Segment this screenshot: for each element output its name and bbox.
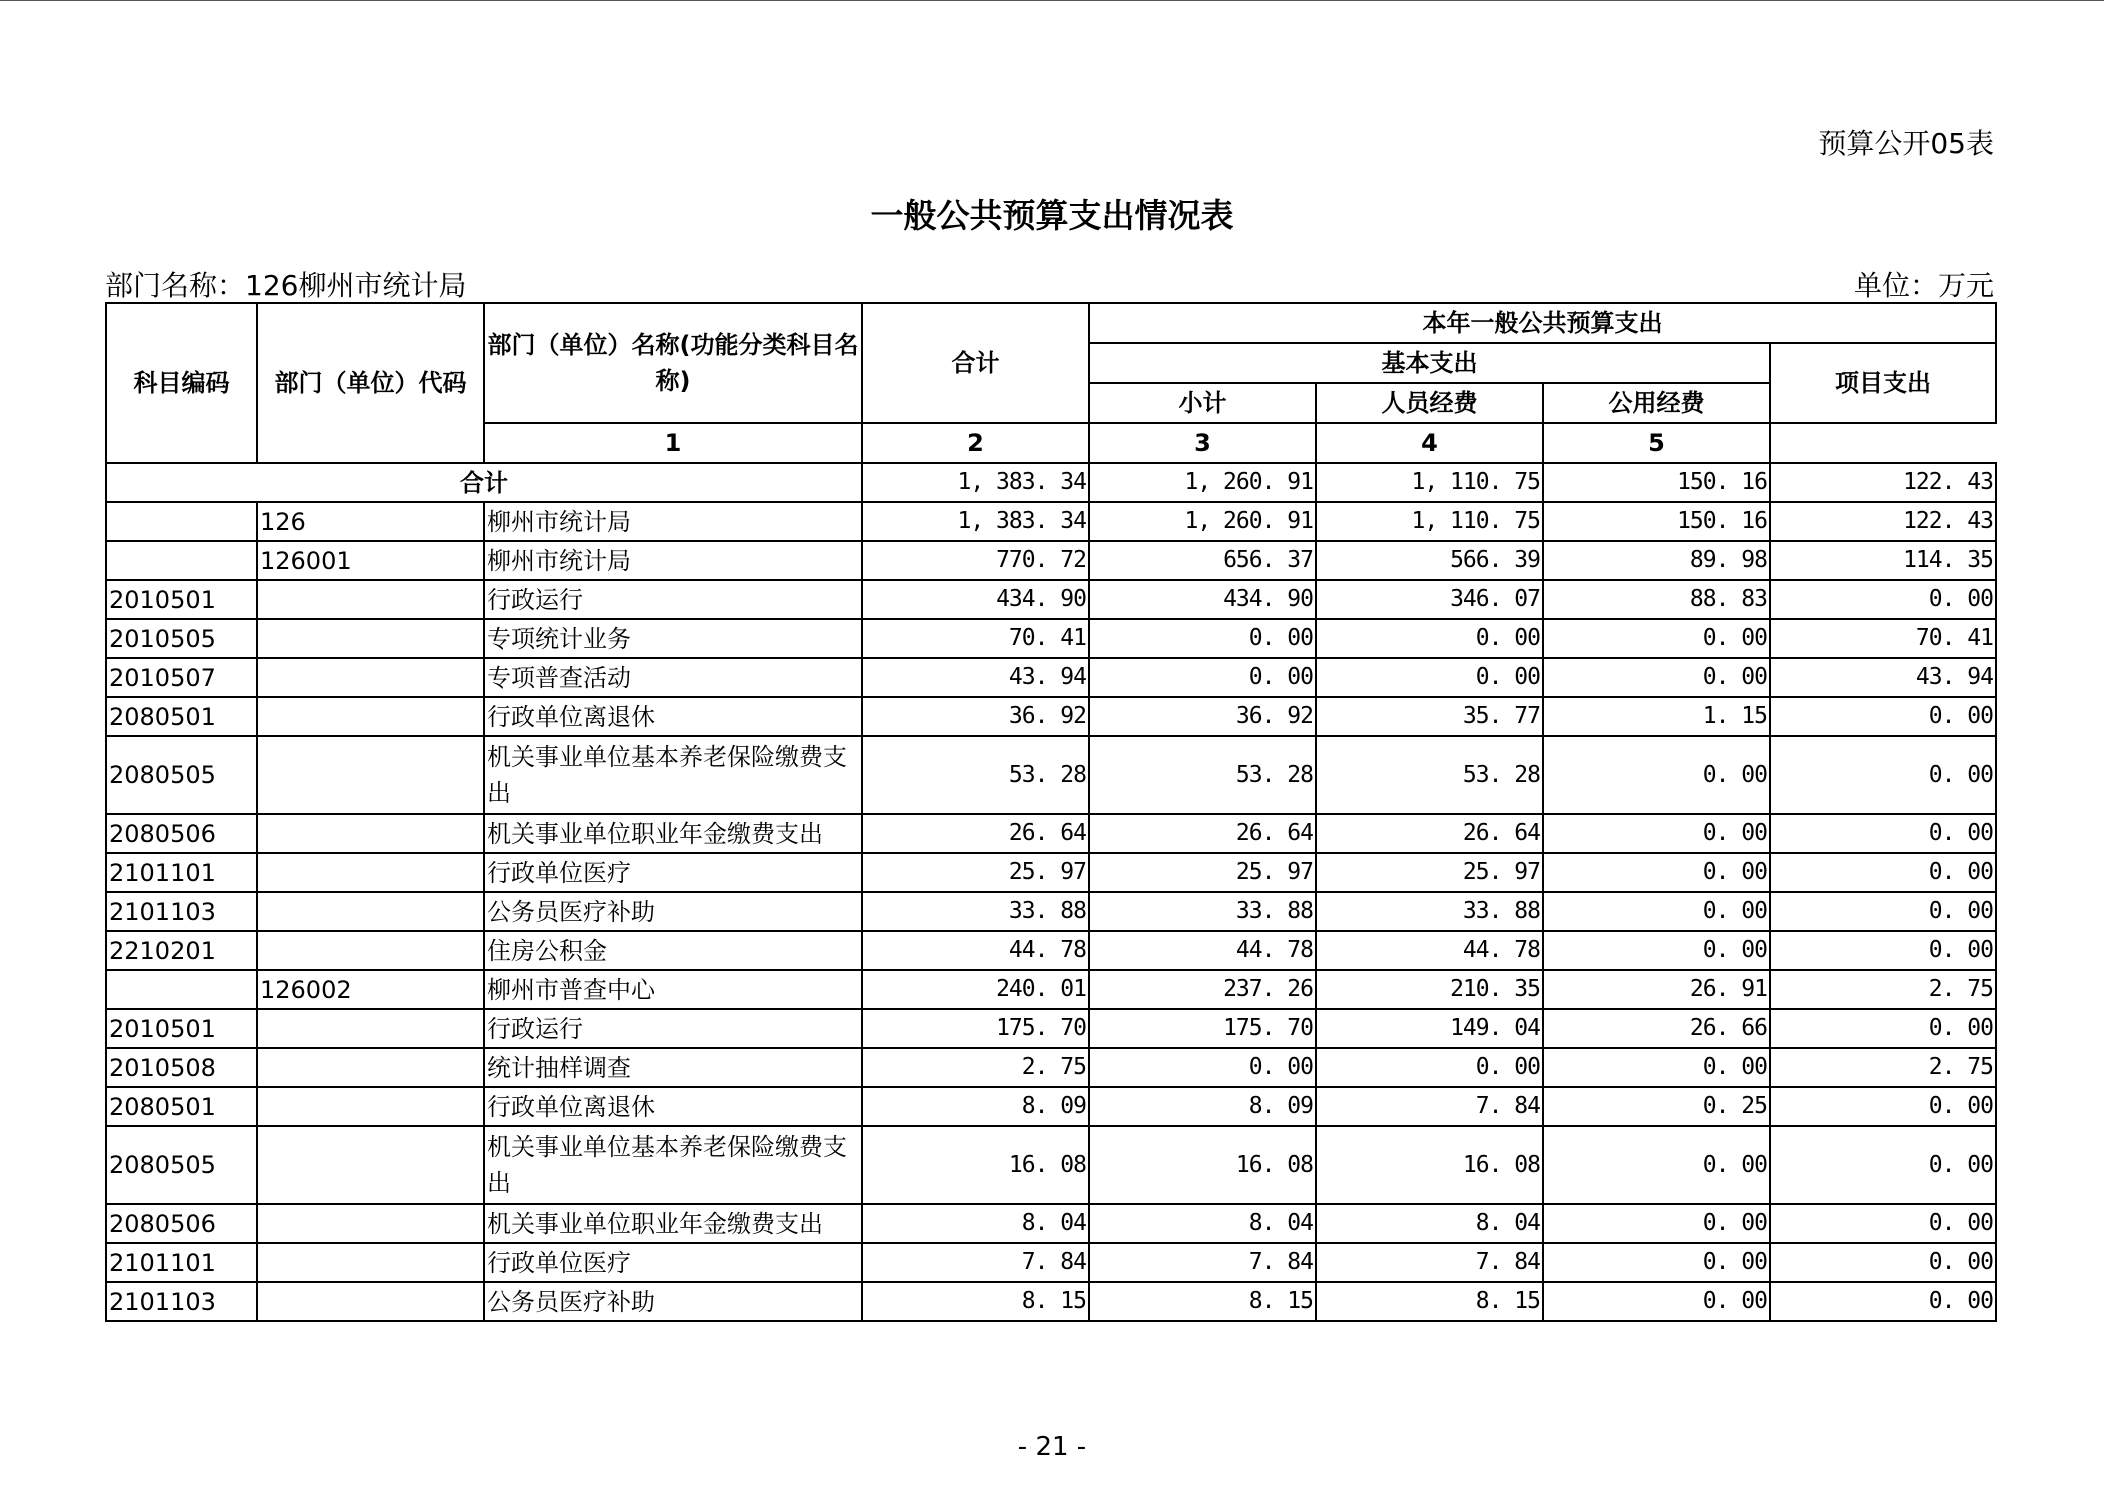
total-value-1: 1, 383. 34 [862,463,1089,502]
value-cell: 7. 84 [862,1243,1089,1282]
value-cell: 656. 37 [1089,541,1316,580]
value-cell: 240. 01 [862,970,1089,1009]
value-cell: 43. 94 [862,658,1089,697]
value-cell: 0. 00 [1543,619,1770,658]
dept-name-cell: 行政单位离退休 [484,697,862,736]
header-col-3: 3 [1089,423,1316,463]
value-cell: 1, 110. 75 [1316,502,1543,541]
total-value-5: 122. 43 [1770,463,1996,502]
total-row-label: 合计 [106,463,862,502]
dept-code-cell [257,1282,484,1321]
table-row [106,1087,1996,1126]
value-cell: 0. 00 [1770,853,1996,892]
value-cell: 53. 28 [1089,736,1316,814]
header-project: 项目支出 [1770,343,1996,423]
dept-name-cell: 机关事业单位基本养老保险缴费支出 [484,1126,862,1204]
value-cell: 44. 78 [862,931,1089,970]
value-cell: 237. 26 [1089,970,1316,1009]
value-cell: 114. 35 [1770,541,1996,580]
table-row [106,1243,1996,1282]
header-subject-code: 科目编码 [106,303,257,463]
table-row [106,580,1996,619]
subject-code-cell: 2010505 [106,619,257,658]
value-cell: 2. 75 [862,1048,1089,1087]
subject-code-cell [106,541,257,580]
value-cell: 8. 15 [1089,1282,1316,1321]
subject-code-cell: 2010507 [106,658,257,697]
table-row [106,658,1996,697]
dept-name-cell: 机关事业单位职业年金缴费支出 [484,814,862,853]
subject-code-cell: 2010508 [106,1048,257,1087]
value-cell: 43. 94 [1770,658,1996,697]
dept-code-cell [257,1243,484,1282]
value-cell: 8. 09 [862,1087,1089,1126]
value-cell: 0. 00 [1770,814,1996,853]
subject-code-cell: 2010501 [106,1009,257,1048]
value-cell: 175. 70 [862,1009,1089,1048]
value-cell: 36. 92 [862,697,1089,736]
budget-table [105,302,1997,1322]
value-cell: 0. 00 [1316,658,1543,697]
value-cell: 44. 78 [1089,931,1316,970]
value-cell: 8. 04 [1316,1204,1543,1243]
subject-code-cell: 2101103 [106,892,257,931]
dept-name-cell: 柳州市普查中心 [484,970,862,1009]
page-title: 一般公共预算支出情况表 [870,196,1234,235]
value-cell: 0. 00 [1543,658,1770,697]
header-total: 合计 [862,303,1089,423]
value-cell: 346. 07 [1316,580,1543,619]
value-cell: 1. 15 [1543,697,1770,736]
subject-code-cell: 2101101 [106,853,257,892]
dept-code-cell [257,1048,484,1087]
dept-code-cell: 126002 [257,970,484,1009]
dept-code-cell: 126 [257,502,484,541]
subject-code-cell: 2080506 [106,814,257,853]
dept-code-cell: 126001 [257,541,484,580]
value-cell: 33. 88 [1089,892,1316,931]
value-cell: 210. 35 [1316,970,1543,1009]
subject-code-cell [106,502,257,541]
table-row [106,814,1996,853]
header-basic: 基本支出 [1089,343,1770,383]
value-cell: 175. 70 [1089,1009,1316,1048]
value-cell: 0. 00 [1770,1243,1996,1282]
header-col-2: 2 [862,423,1089,463]
subject-code-cell: 2080501 [106,1087,257,1126]
value-cell: 434. 90 [1089,580,1316,619]
value-cell: 566. 39 [1316,541,1543,580]
dept-code-cell [257,1126,484,1204]
value-cell: 0. 00 [1543,853,1770,892]
dept-name-cell: 行政单位医疗 [484,853,862,892]
dept-code-cell [257,853,484,892]
value-cell: 2. 75 [1770,1048,1996,1087]
table-row [106,736,1996,814]
document-number: 预算公开05表 [1818,127,1994,160]
total-value-3: 1, 110. 75 [1316,463,1543,502]
value-cell: 89. 98 [1543,541,1770,580]
header-dept-code: 部门（单位）代码 [257,303,484,463]
dept-name-cell: 住房公积金 [484,931,862,970]
value-cell: 0. 00 [1770,1087,1996,1126]
dept-name-cell: 专项普查活动 [484,658,862,697]
dept-name-cell: 公务员医疗补助 [484,892,862,931]
table-row [106,502,1996,541]
subject-code-cell: 2101101 [106,1243,257,1282]
table-row [106,619,1996,658]
dept-code-cell [257,892,484,931]
table-row [106,853,1996,892]
table-row [106,1009,1996,1048]
value-cell: 70. 41 [1770,619,1996,658]
table-row [106,697,1996,736]
value-cell: 770. 72 [862,541,1089,580]
value-cell: 0. 00 [1770,580,1996,619]
value-cell: 0. 00 [1770,892,1996,931]
dept-code-cell [257,1087,484,1126]
value-cell: 26. 91 [1543,970,1770,1009]
table-row [106,1204,1996,1243]
value-cell: 35. 77 [1316,697,1543,736]
value-cell: 0. 00 [1543,931,1770,970]
value-cell: 0. 00 [1316,1048,1543,1087]
value-cell: 8. 15 [1316,1282,1543,1321]
value-cell: 0. 00 [1770,931,1996,970]
header-col-4: 4 [1316,423,1543,463]
subject-code-cell [106,970,257,1009]
value-cell: 33. 88 [1316,892,1543,931]
department-label: 部门名称：126柳州市统计局 [105,269,467,302]
value-cell: 0. 00 [1543,1243,1770,1282]
value-cell: 149. 04 [1316,1009,1543,1048]
dept-code-cell [257,814,484,853]
value-cell: 150. 16 [1543,502,1770,541]
value-cell: 0. 00 [1770,1009,1996,1048]
value-cell: 8. 09 [1089,1087,1316,1126]
value-cell: 0. 00 [1543,1204,1770,1243]
value-cell: 26. 64 [1089,814,1316,853]
value-cell: 122. 43 [1770,502,1996,541]
value-cell: 0. 00 [1770,1282,1996,1321]
table-row [106,541,1996,580]
dept-code-cell [257,1204,484,1243]
value-cell: 26. 64 [1316,814,1543,853]
value-cell: 0. 00 [1543,1048,1770,1087]
table-row [106,1048,1996,1087]
value-cell: 16. 08 [1316,1126,1543,1204]
value-cell: 0. 00 [1770,1204,1996,1243]
value-cell: 0. 00 [1543,1282,1770,1321]
subject-code-cell: 2080506 [106,1204,257,1243]
value-cell: 0. 00 [1089,619,1316,658]
dept-code-cell [257,697,484,736]
dept-name-cell: 行政运行 [484,580,862,619]
value-cell: 0. 00 [1089,1048,1316,1087]
dept-name-cell: 公务员医疗补助 [484,1282,862,1321]
value-cell: 0. 00 [1543,892,1770,931]
value-cell: 8. 04 [862,1204,1089,1243]
header-col-1: 1 [484,423,862,463]
total-value-2: 1, 260. 91 [1089,463,1316,502]
table-row [106,1126,1996,1204]
total-row [106,463,1996,502]
value-cell: 16. 08 [1089,1126,1316,1204]
subject-code-cell: 2080505 [106,1126,257,1204]
value-cell: 1, 260. 91 [1089,502,1316,541]
dept-code-cell [257,736,484,814]
value-cell: 0. 00 [1543,814,1770,853]
value-cell: 0. 00 [1543,736,1770,814]
dept-name-cell: 专项统计业务 [484,619,862,658]
value-cell: 53. 28 [862,736,1089,814]
header-group: 本年一般公共预算支出 [1089,303,1996,343]
value-cell: 0. 00 [1770,697,1996,736]
value-cell: 1, 383. 34 [862,502,1089,541]
value-cell: 0. 00 [1770,1126,1996,1204]
value-cell: 26. 64 [862,814,1089,853]
value-cell: 0. 00 [1770,736,1996,814]
dept-code-cell [257,1009,484,1048]
value-cell: 7. 84 [1089,1243,1316,1282]
value-cell: 7. 84 [1316,1243,1543,1282]
value-cell: 33. 88 [862,892,1089,931]
value-cell: 88. 83 [1543,580,1770,619]
value-cell: 0. 00 [1089,658,1316,697]
dept-name-cell: 行政单位离退休 [484,1087,862,1126]
page-number: - 21 - [1017,1432,1087,1462]
subject-code-cell: 2210201 [106,931,257,970]
dept-name-cell: 行政单位医疗 [484,1243,862,1282]
value-cell: 70. 41 [862,619,1089,658]
header-public: 公用经费 [1543,383,1770,423]
dept-name-cell: 行政运行 [484,1009,862,1048]
dept-name-cell: 柳州市统计局 [484,541,862,580]
table-row [106,970,1996,1009]
value-cell: 25. 97 [862,853,1089,892]
value-cell: 25. 97 [1089,853,1316,892]
value-cell: 2. 75 [1770,970,1996,1009]
value-cell: 8. 04 [1089,1204,1316,1243]
dept-code-cell [257,931,484,970]
value-cell: 0. 00 [1543,1126,1770,1204]
value-cell: 7. 84 [1316,1087,1543,1126]
value-cell: 26. 66 [1543,1009,1770,1048]
header-col-5: 5 [1543,423,1770,463]
dept-name-cell: 机关事业单位基本养老保险缴费支出 [484,736,862,814]
value-cell: 25. 97 [1316,853,1543,892]
value-cell: 53. 28 [1316,736,1543,814]
dept-name-cell: 机关事业单位职业年金缴费支出 [484,1204,862,1243]
value-cell: 434. 90 [862,580,1089,619]
subject-code-cell: 2010501 [106,580,257,619]
value-cell: 36. 92 [1089,697,1316,736]
dept-name-cell: 统计抽样调查 [484,1048,862,1087]
dept-code-cell [257,580,484,619]
subject-code-cell: 2080501 [106,697,257,736]
value-cell: 16. 08 [862,1126,1089,1204]
total-value-4: 150. 16 [1543,463,1770,502]
dept-code-cell [257,658,484,697]
subject-code-cell: 2080505 [106,736,257,814]
value-cell: 8. 15 [862,1282,1089,1321]
value-cell: 0. 25 [1543,1087,1770,1126]
top-border-line [0,0,2104,1]
header-subtotal: 小计 [1089,383,1316,423]
unit-label: 单位：万元 [1853,269,1994,302]
value-cell: 44. 78 [1316,931,1543,970]
value-cell: 0. 00 [1316,619,1543,658]
table-row [106,931,1996,970]
header-personnel: 人员经费 [1316,383,1543,423]
header-dept-name: 部门（单位）名称(功能分类科目名称) [484,303,862,423]
dept-code-cell [257,619,484,658]
table-row [106,892,1996,931]
dept-name-cell: 柳州市统计局 [484,502,862,541]
subject-code-cell: 2101103 [106,1282,257,1321]
table-row [106,1282,1996,1321]
